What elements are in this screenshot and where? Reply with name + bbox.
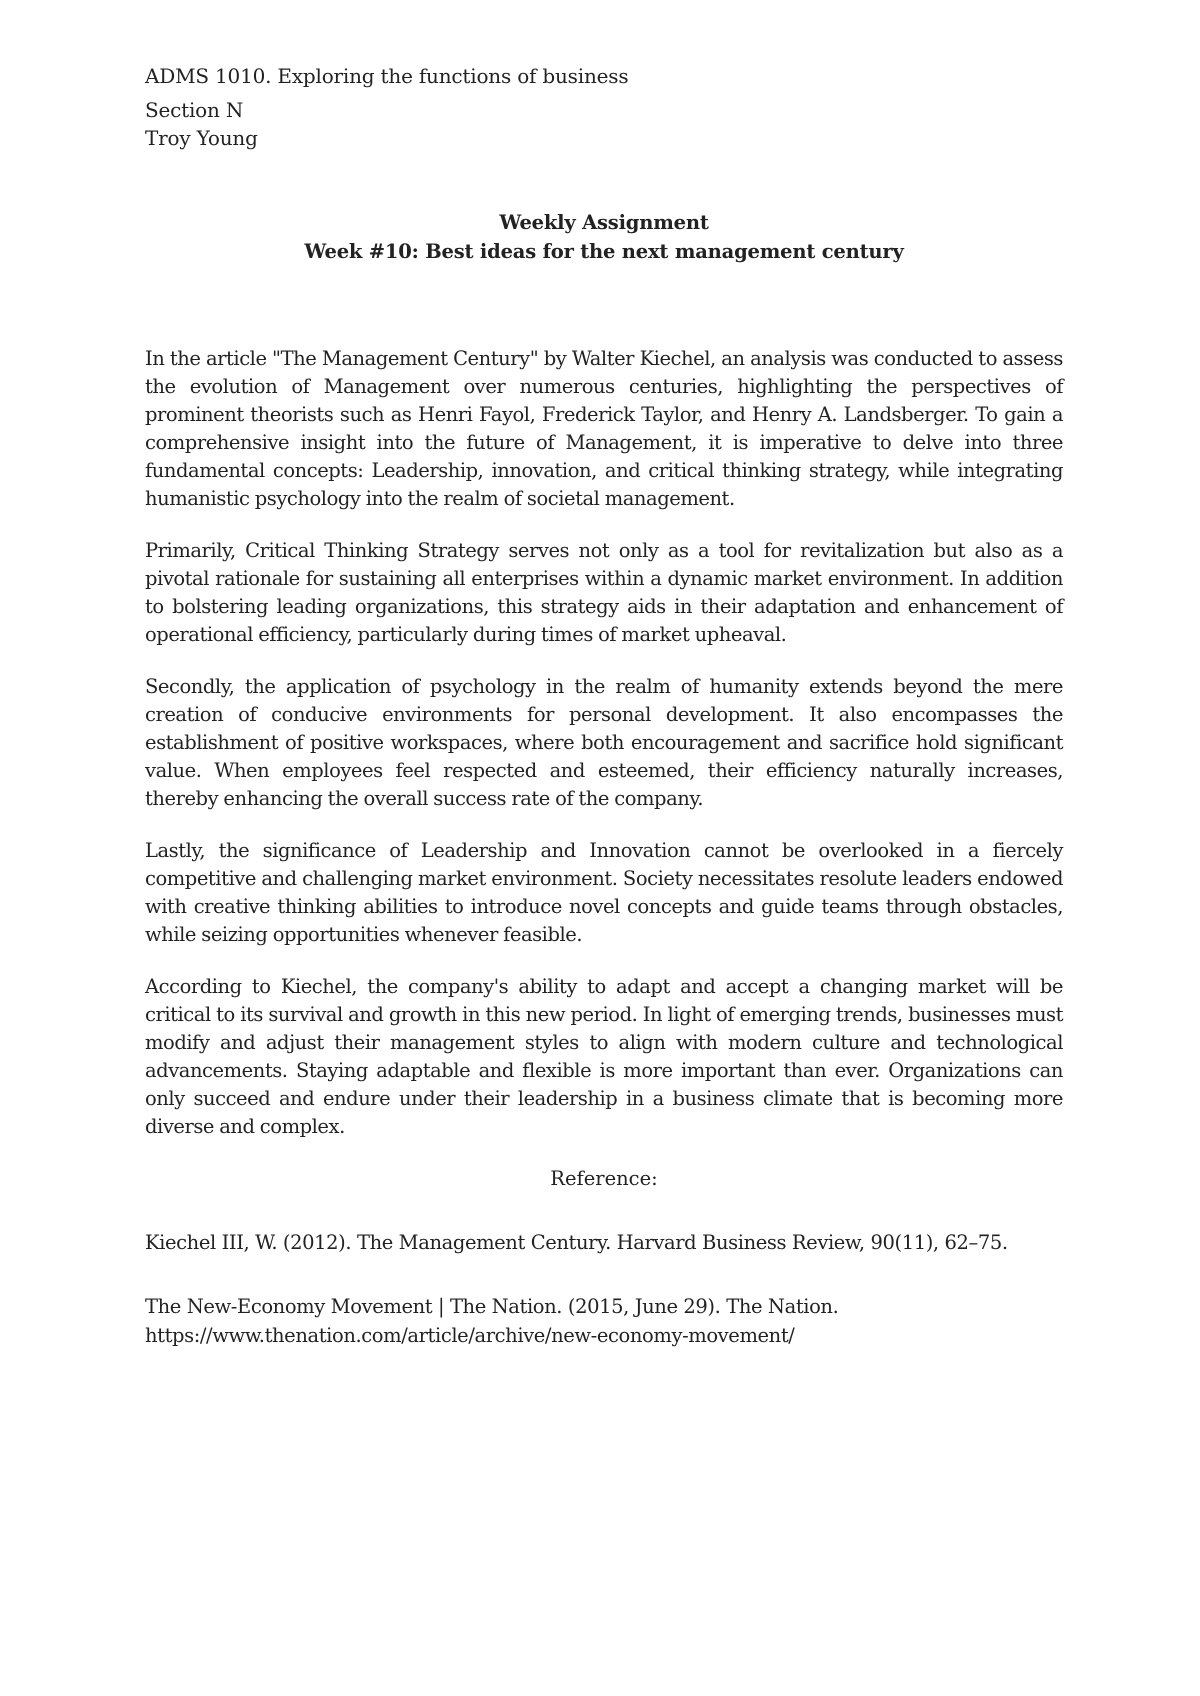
assignment-title: Weekly Assignment xyxy=(499,211,709,234)
paragraph-critical-thinking: Primarily, Critical Thinking Strategy serves not only as a tool for revitalization but also as a pivotal rationale for sustaining all enterprises within a dynamic market environment. In addition to bolstering leading organizations, this strategy aids in their adaptation and enhancement of operational efficiency, particularly during times of market upheaval. xyxy=(145,539,1063,646)
assignment-title-block xyxy=(145,208,1063,266)
reference-item xyxy=(145,1228,1063,1257)
reference-text: Kiechel III, W. (2012). The Management Century. Harvard Business Review, 90(11), 62–75. xyxy=(145,1231,1008,1254)
reference-url: https://www.thenation.com/article/archive/new-economy-movement/ xyxy=(145,1324,795,1347)
section-label: Section N xyxy=(145,98,244,122)
paragraph-leadership: Lastly, the significance of Leadership and Innovation cannot be overlooked in a fiercely competitive and challenging market environment. Society necessitates resolute leaders endowed with creative thinking abilities to introduce novel concepts and guide teams through obstacles, while seizing opportunities whenever feasible. xyxy=(145,839,1063,946)
reference-item xyxy=(145,1292,1063,1350)
author-name: Troy Young xyxy=(145,126,258,150)
reference-heading: Reference: xyxy=(550,1167,658,1190)
paragraph-conclusion: According to Kiechel, the company's ability to adapt and accept a changing market will be critical to its survival and growth in this new period. In light of emerging trends, businesses must modify and adjust their management styles to align with modern culture and technological advancements. Staying adaptable and flexible is more important than ever. Organizations can only succeed and endure under their leadership in a business climate that is becoming more diverse and complex. xyxy=(145,975,1063,1138)
essay-body xyxy=(145,345,1063,1141)
reference-text: The New-Economy Movement | The Nation. (2015, June 29). The Nation. xyxy=(145,1295,839,1318)
course-title: ADMS 1010. Exploring the functions of business xyxy=(145,64,629,88)
assignment-subtitle: Week #10: Best ideas for the next management century xyxy=(304,240,904,263)
paragraph-psychology: Secondly, the application of psychology in the realm of humanity extends beyond the mere creation of conducive environments for personal development. It also encompasses the establishment of positive workspaces, where both encouragement and sacrifice hold significant value. When employees feel respected and esteemed, their efficiency naturally increases, thereby enhancing the overall success rate of the company. xyxy=(145,675,1063,810)
paragraph-intro: In the article "The Management Century" by Walter Kiechel, an analysis was conducted to assess the evolution of Management over numerous centuries, highlighting the perspectives of prominent theorists such as Henri Fayol, Frederick Taylor, and Henry A. Landsberger. To gain a comprehensive insight into the future of Management, it is imperative to delve into three fundamental concepts: Leadership, innovation, and critical thinking strategy, while integrating humanistic psychology into the realm of societal management. xyxy=(145,347,1063,510)
document-page xyxy=(145,62,1063,1385)
